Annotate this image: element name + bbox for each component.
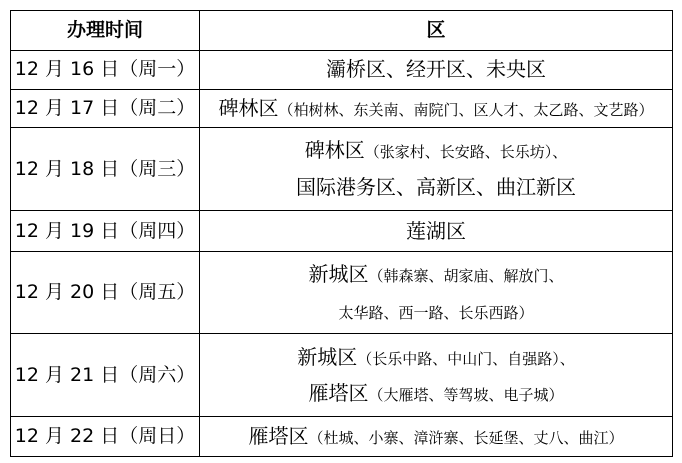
district-sub: （长乐中路、中山门、自强路）、 xyxy=(357,349,575,368)
date-cell: 12 月 18 日（周三） xyxy=(11,128,200,211)
district-main: 雁塔区 xyxy=(308,381,369,406)
district-cell xyxy=(200,251,673,334)
district-cell xyxy=(200,334,673,417)
district-sub: （韩森寨、胡家庙、解放门、 xyxy=(368,266,564,285)
header-district: 区 xyxy=(200,11,673,51)
district-main: 国际港务区、高新区、曲江新区 xyxy=(296,175,576,200)
table-row xyxy=(11,334,673,417)
district-sub: （张家村、长安路、长乐坊）、 xyxy=(364,143,568,162)
date-cell: 12 月 17 日（周二） xyxy=(11,89,200,128)
district-cell xyxy=(200,417,673,457)
district-cell xyxy=(200,211,673,252)
district-sub: 太华路、西一路、长乐西路） xyxy=(338,303,534,322)
district-cell xyxy=(200,50,673,89)
district-main: 新城区 xyxy=(297,344,358,369)
district-main: 碑林区 xyxy=(218,96,279,121)
table-row xyxy=(11,417,673,457)
district-main: 灞桥区、经开区、未央区 xyxy=(326,57,546,82)
date-cell: 12 月 19 日（周四） xyxy=(11,211,200,252)
table-row xyxy=(11,211,673,252)
district-main: 莲湖区 xyxy=(406,218,466,243)
district-sub: （柏树林、东关南、南院门、区人才、太乙路、文艺路） xyxy=(278,101,654,120)
district-main: 雁塔区 xyxy=(248,424,309,449)
district-main: 新城区 xyxy=(308,261,369,286)
table-row xyxy=(11,128,673,211)
district-cell xyxy=(200,128,673,211)
header-time: 办理时间 xyxy=(11,11,200,51)
date-cell: 12 月 20 日（周五） xyxy=(11,251,200,334)
district-main: 碑林区 xyxy=(304,138,365,163)
table-row xyxy=(11,50,673,89)
district-sub: （大雁塔、等驾坡、电子城） xyxy=(368,386,564,405)
table-row xyxy=(11,89,673,128)
district-sub: （杜城、小寨、漳浒寨、长延堡、丈八、曲江） xyxy=(308,429,624,448)
date-cell: 12 月 22 日（周日） xyxy=(11,417,200,457)
table-row xyxy=(11,251,673,334)
header-row xyxy=(11,11,673,51)
date-cell: 12 月 16 日（周一） xyxy=(11,50,200,89)
district-cell xyxy=(200,89,673,128)
schedule-table xyxy=(10,10,673,457)
date-cell: 12 月 21 日（周六） xyxy=(11,334,200,417)
